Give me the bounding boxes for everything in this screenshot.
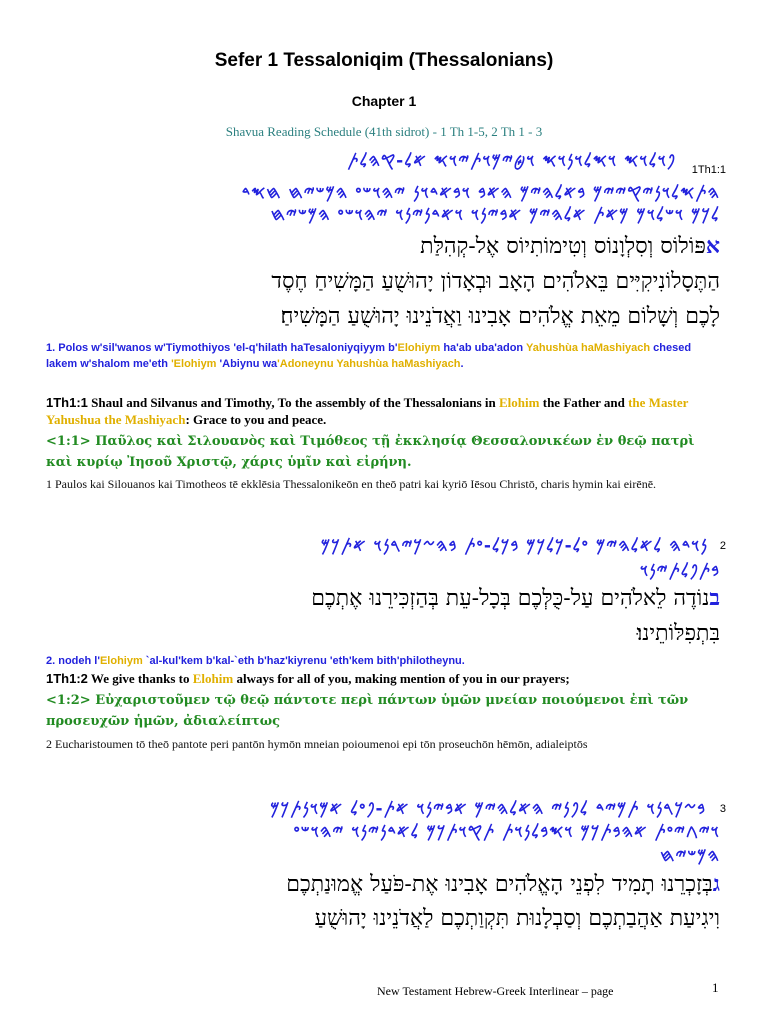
- paleo-line: 𐤁𐤆𐤊𐤓𐤍𐤅 𐤕𐤌𐤉𐤃 𐤋𐤐𐤍𐤉 𐤄𐤀𐤋𐤄𐤉𐤌 𐤀𐤁𐤉𐤍𐤅 𐤀𐤕-𐤐𐤏𐤋 𐤀𐤌𐤅𐤍𐤕𐤊𐤌: [270, 799, 706, 819]
- english-text: Shaul and Silvanus and Timothy, To the assembly of the Thessalonians in: [87, 395, 500, 410]
- translit-text: `al-kul'kem b'kal-`eth b'haz'kiyrenu 'eth'kem bith'philotheynu.: [142, 655, 465, 667]
- english-translation: [46, 670, 724, 687]
- english-text: We give thanks to: [87, 671, 193, 686]
- translit-text: 'Abiynu wa: [216, 358, 278, 370]
- english-text: always for all of you, making mention of you in our prayers;: [233, 671, 570, 686]
- reading-schedule: Shavua Reading Schedule (41th sidrot) - 1 Th 1-5, 2 Th 1 - 3: [225, 124, 543, 139]
- hebrew-line: בִּתְפִלּוֹתֵינוּ׃: [636, 621, 720, 646]
- transliteration: [46, 653, 724, 669]
- english-text: : Grace to you and peace.: [185, 412, 327, 427]
- hebrew-line: לָכֶם וְשָׁלוֹם מֵאֵת אֱלֹהִים אָבִינוּ וַאֲדֹנֵינוּ יָהוּשֻׁעַ הַמָּשִׁיחַ׃: [280, 304, 720, 329]
- hebrew-line: וִיגִיעַת אַהֲבַתְכֶם וְסַבְלָנוּת תִּקְוַתְכֶם לַאֲדֹנֵינוּ יָהוּשֻׁעַ: [314, 906, 720, 931]
- paleo-line: 𐤁𐤕𐤐𐤋𐤕𐤉𐤍𐤅: [639, 561, 720, 581]
- paleo-line: 𐤍𐤅𐤃𐤄 𐤋𐤀𐤋𐤄𐤉𐤌 𐤏𐤋-𐤊𐤋𐤊𐤌 𐤁𐤊𐤋-𐤏𐤕 𐤁𐤄𐤆𐤊𐤉𐤓𐤍𐤅 𐤀𐤕𐤊𐤌: [320, 536, 708, 556]
- translit-name: 'Elohiym: [171, 358, 217, 370]
- chapter-heading: Chapter 1: [351, 93, 417, 109]
- hebrew-line: [286, 871, 720, 897]
- english-ref: 1Th1:1: [46, 395, 88, 410]
- english-name: Elohim: [499, 395, 540, 410]
- hebrew-verse-letter: א: [705, 233, 720, 259]
- english-translation: [46, 394, 724, 428]
- hebrew-line: הַתֶּסָלוֹנִיקִיִּים בֵּאלֹהִים הָאָב וּבְאָדוֹן יָהוּשֻׁעַ הַמָּשִׁיחַ חֶסֶד: [271, 269, 720, 294]
- english-name: Elohim: [192, 671, 234, 686]
- paleo-line: 𐤄𐤕𐤎𐤋𐤅𐤍𐤉𐤒𐤉𐤉𐤌 𐤁𐤀𐤋𐤄𐤉𐤌 𐤄𐤀𐤁 𐤅𐤁𐤀𐤃𐤅𐤍 𐤉𐤄𐤅𐤔𐤏 𐤄𐤌𐤔𐤉𐤇 𐤇𐤎𐤃: [241, 183, 720, 203]
- translit-text: .: [460, 358, 464, 370]
- paleo-line: 𐤐𐤅𐤋𐤅𐤎 𐤅𐤎𐤋𐤅𐤍𐤅𐤎 𐤅𐤈𐤉𐤌𐤅𐤕𐤉𐤅𐤎 𐤀𐤋-𐤒𐤄𐤋𐤕: [347, 151, 676, 171]
- greek-transliteration: 1 Paulos kai Silouanos kai Timotheos tē ekklēsia Thessalonikeōn en theō patri kai kyriō Iēsou Christō, charis hymin kai eirēnē.: [46, 477, 657, 491]
- translit-text: 1. Polos w'sil'wanos w'Tiymothiyos 'el-q'hilath haTesaloniyqiyym b': [46, 342, 398, 354]
- paleo-line: 𐤄𐤌𐤔𐤉𐤇: [660, 846, 720, 866]
- verse-ref-label: 1Th1:1: [691, 164, 726, 176]
- english-name: the Master Yahushua the Mashiyach: [46, 395, 689, 427]
- translit-name: 'Adoneynu Yahushùa haMashiyach: [277, 358, 461, 370]
- hebrew-text: נוֹדֶה לֵאלֹהִים עַל-כֻּלְּכֶם בְּכָל-עֵת בְּהַזְכִּירֵנוּ אֶתְכֶם: [311, 586, 710, 611]
- hebrew-text: פּוֹלוֹס וְסִלְוָנוֹס וְטִימוֹתִיוֹס אֶל-קְהִלַּת: [420, 234, 706, 259]
- translit-name: Yahushùa haMashiyach: [526, 342, 651, 354]
- translit-name: Elohiym: [397, 342, 441, 354]
- transliteration: [46, 340, 724, 372]
- hebrew-verse-letter: ב: [709, 585, 720, 611]
- page-footer: New Testament Hebrew-Greek Interlinear – page: [377, 984, 614, 998]
- greek-text: <1:2> Εὐχαριστοῦμεν τῷ θεῷ πάντοτε περὶ πάντων ὑμῶν μνείαν ποιούμενοι ἐπὶ τῶν προσευχῶν ἡμῶν, ἀδιαλείπτως: [46, 693, 689, 729]
- translit-text: ha'ab uba'adon: [440, 342, 526, 354]
- page-number: 1: [712, 980, 719, 995]
- hebrew-line: [420, 233, 720, 259]
- translit-text: 2. nodeh l': [46, 655, 100, 667]
- verse-ref-label: 3: [719, 803, 726, 815]
- english-ref: 1Th1:2: [46, 671, 88, 686]
- hebrew-text: בְּזָכְרֵנוּ תָמִיד לִפְנֵי הָאֱלֹהִים אָבִינוּ אֶת-פֹּעַל אֱמוּנַתְכֶם: [286, 872, 713, 897]
- translit-name: Elohiym: [99, 655, 143, 667]
- greek-transliteration: 2 Eucharistoumen tō theō pantote peri pantōn hymōn mneian poioumenoi epi tōn proseuchōn hēmōn, adialeiptōs: [46, 737, 588, 751]
- english-text: the Father and: [539, 395, 629, 410]
- translit-text: chesed lakem w'shalom me'eth: [46, 342, 692, 370]
- verse-ref-label: 2: [719, 540, 726, 552]
- hebrew-line: [311, 585, 720, 611]
- page-title: Sefer 1 Tessaloniqim (Thessalonians): [214, 50, 554, 71]
- paleo-line: 𐤅𐤉𐤂𐤉𐤏𐤕 𐤀𐤄𐤁𐤕𐤊𐤌 𐤅𐤎𐤁𐤋𐤍𐤅𐤕 𐤕𐤒𐤅𐤕𐤊𐤌 𐤋𐤀𐤃𐤍𐤉𐤍𐤅 𐤉𐤄𐤅𐤔𐤏: [293, 822, 720, 842]
- hebrew-verse-letter: ג: [712, 871, 720, 897]
- greek-text: <1:1> Παῦλος καὶ Σιλουανὸς καὶ Τιμόθεος τῇ ἐκκλησίᾳ Θεσσαλονικέων ἐν θεῷ πατρὶ καὶ κυρίῳ Ἰησοῦ Χριστῷ, χάρις ὑμῖν καὶ εἰρήνη.: [46, 434, 695, 470]
- paleo-line: 𐤋𐤊𐤌 𐤅𐤔𐤋𐤅𐤌 𐤌𐤀𐤕 𐤀𐤋𐤄𐤉𐤌 𐤀𐤁𐤉𐤍𐤅 𐤅𐤀𐤃𐤍𐤉𐤍𐤅 𐤉𐤄𐤅𐤔𐤏 𐤄𐤌𐤔𐤉𐤇: [270, 205, 720, 225]
